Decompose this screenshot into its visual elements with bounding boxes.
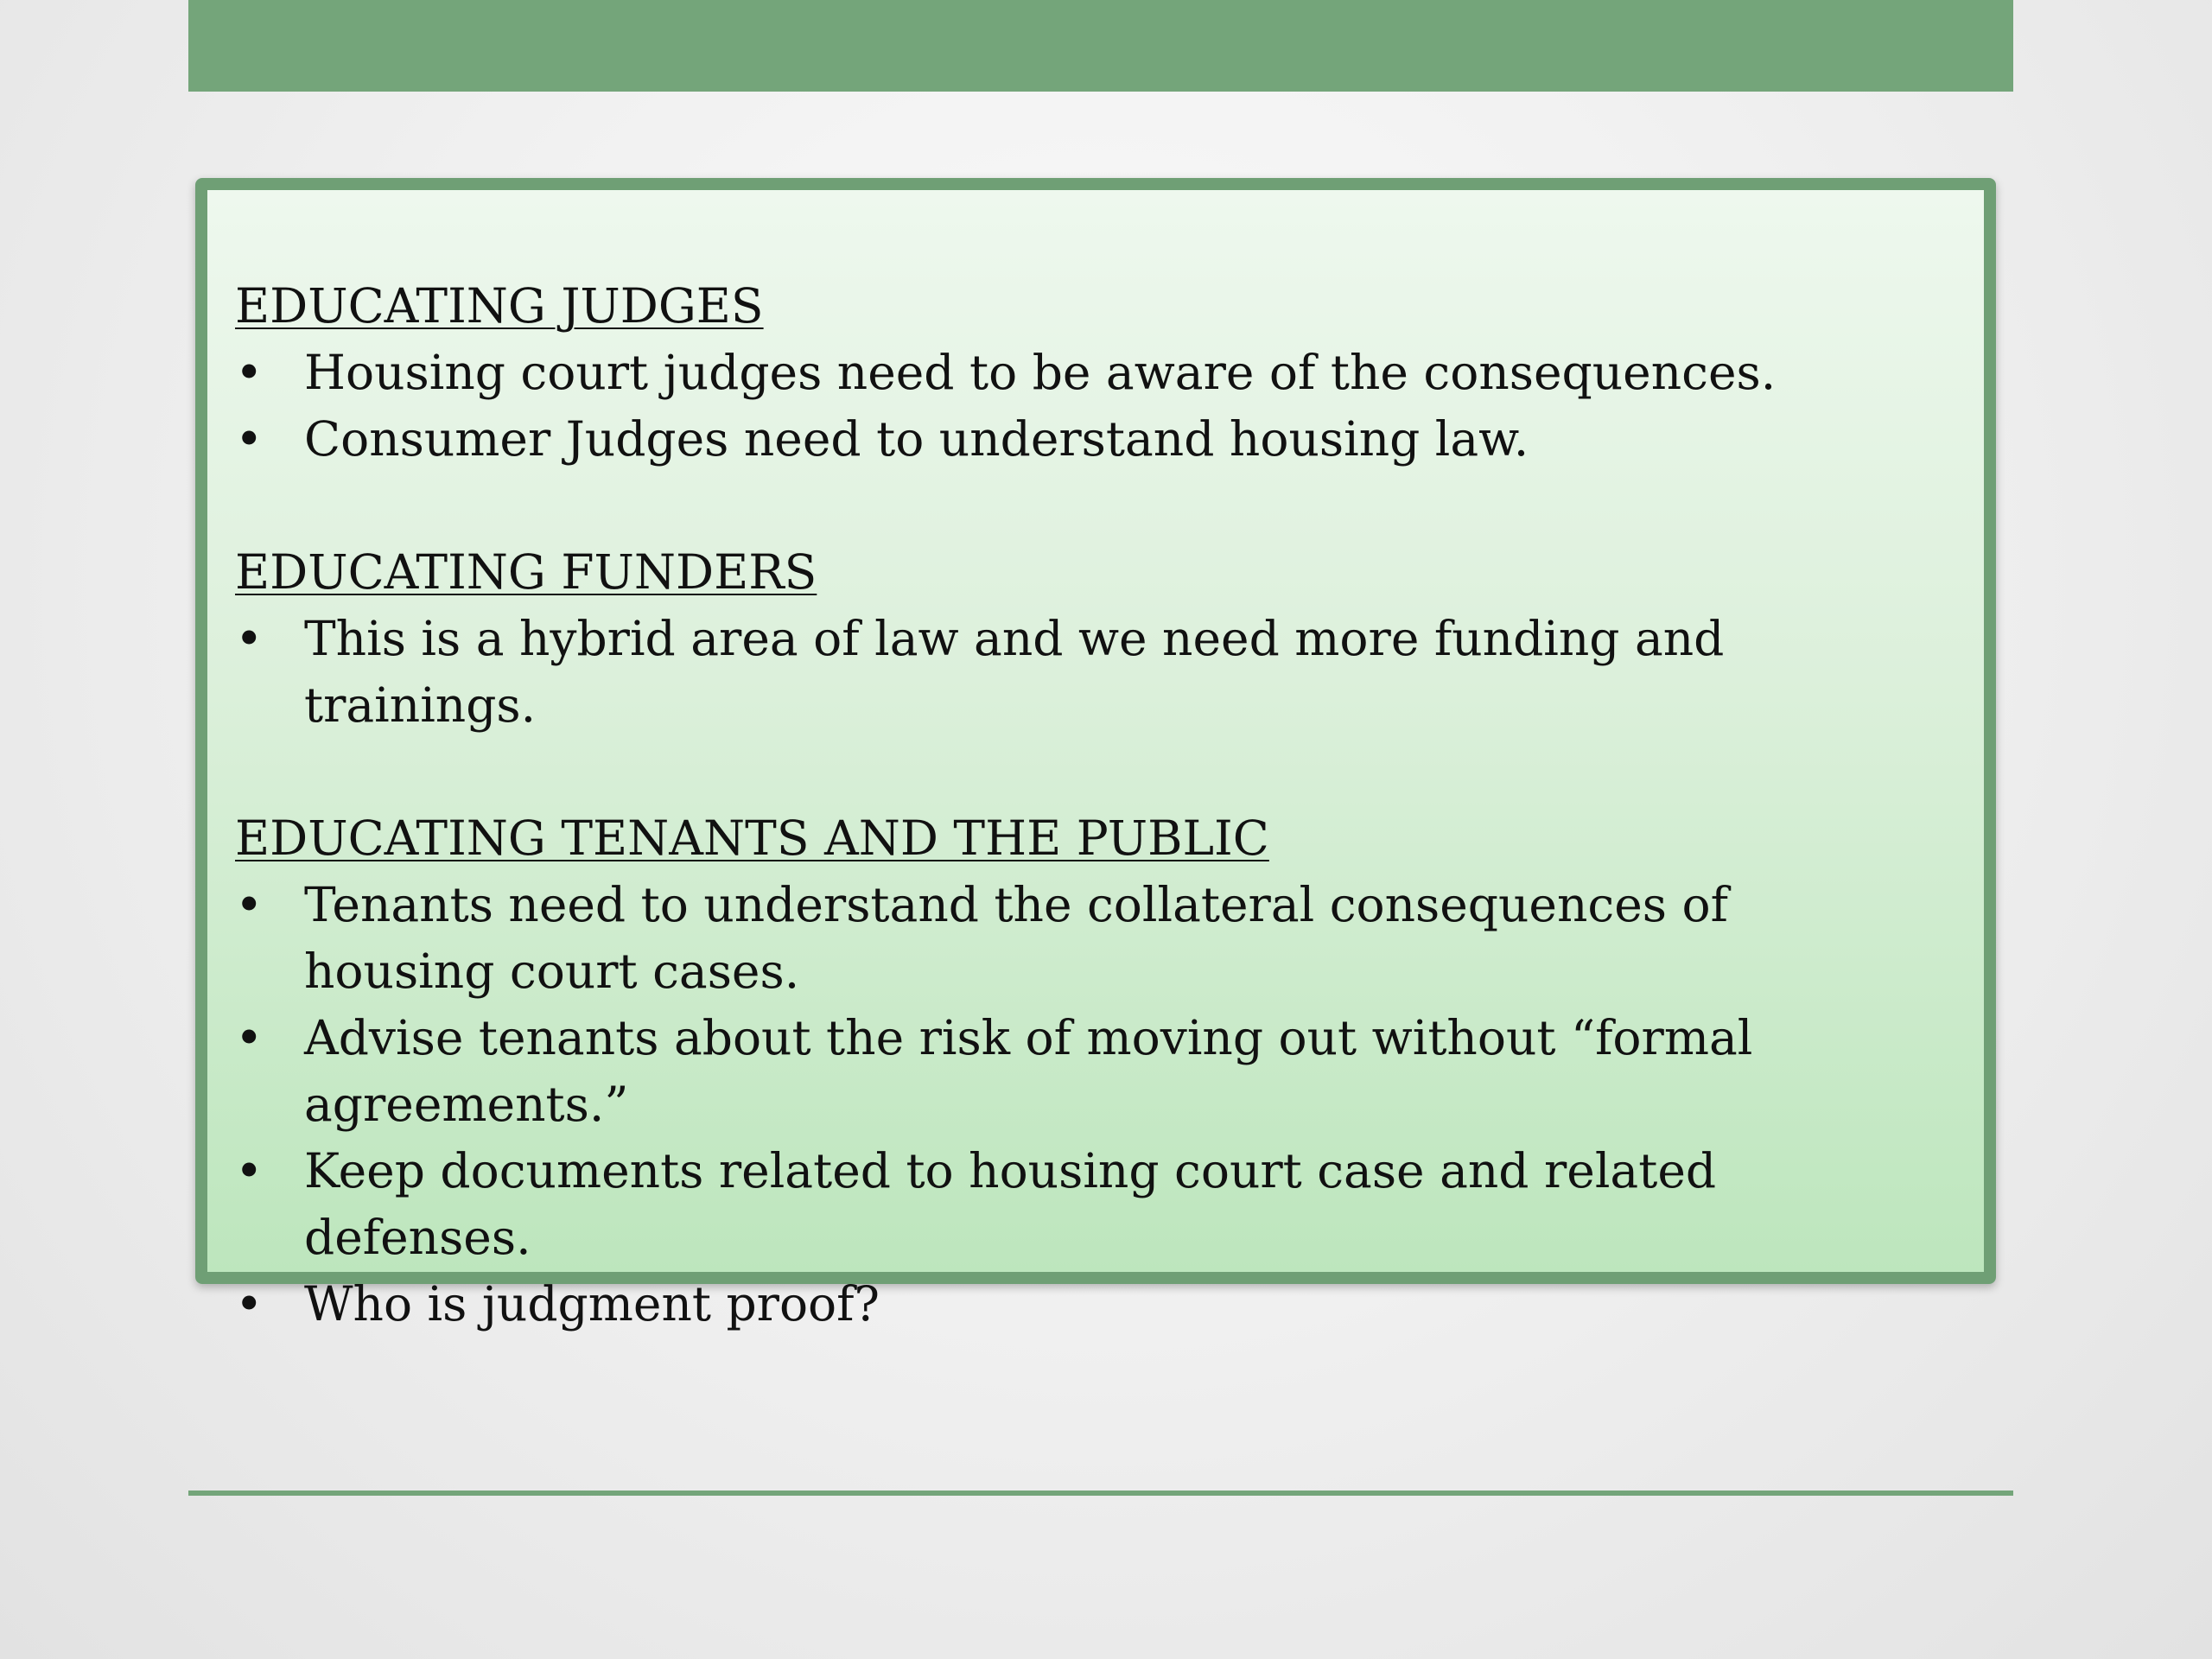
bullet-icon: •: [235, 611, 264, 666]
spacer: [235, 739, 1932, 805]
bullet-text: Who is judgment proof?: [304, 1276, 880, 1332]
bullet-text: Housing court judges need to be aware of the consequences.: [304, 345, 1777, 400]
section-heading: EDUCATING FUNDERS: [235, 544, 817, 600]
bullet-icon: •: [235, 877, 264, 932]
bullet-icon: •: [235, 411, 264, 467]
bullet-list: [235, 872, 1932, 1338]
spacer: [235, 473, 1932, 539]
list-item: [235, 1138, 1932, 1271]
section-judges: [235, 273, 1932, 473]
section-funders: [235, 539, 1932, 739]
bullet-text: Keep documents related to housing court case and related defenses.: [304, 1143, 1717, 1265]
list-item: [235, 1005, 1932, 1138]
section-heading: EDUCATING JUDGES: [235, 278, 764, 334]
footer-rule: [188, 1491, 2013, 1496]
list-item: [235, 872, 1932, 1005]
bullet-list: [235, 606, 1932, 739]
content-text: [235, 273, 1932, 1338]
section-tenants-public: [235, 805, 1932, 1338]
list-item: [235, 606, 1932, 739]
bullet-icon: •: [235, 1143, 264, 1198]
bullet-icon: •: [235, 1010, 264, 1065]
section-heading: EDUCATING TENANTS AND THE PUBLIC: [235, 810, 1269, 866]
content-box: [195, 178, 1996, 1332]
bullet-list: [235, 340, 1932, 473]
list-item: [235, 406, 1932, 473]
bullet-icon: •: [235, 1276, 264, 1332]
bullet-icon: •: [235, 345, 264, 400]
title-bar: [188, 0, 2013, 92]
list-item: [235, 1271, 1932, 1338]
bullet-text: This is a hybrid area of law and we need more funding and trainings.: [304, 611, 1725, 733]
list-item: [235, 340, 1932, 406]
bullet-text: Consumer Judges need to understand housing law.: [304, 411, 1529, 467]
bullet-text: Tenants need to understand the collateral consequences of housing court cases.: [304, 877, 1728, 999]
bullet-text: Advise tenants about the risk of moving out without “formal agreements.”: [304, 1010, 1753, 1132]
